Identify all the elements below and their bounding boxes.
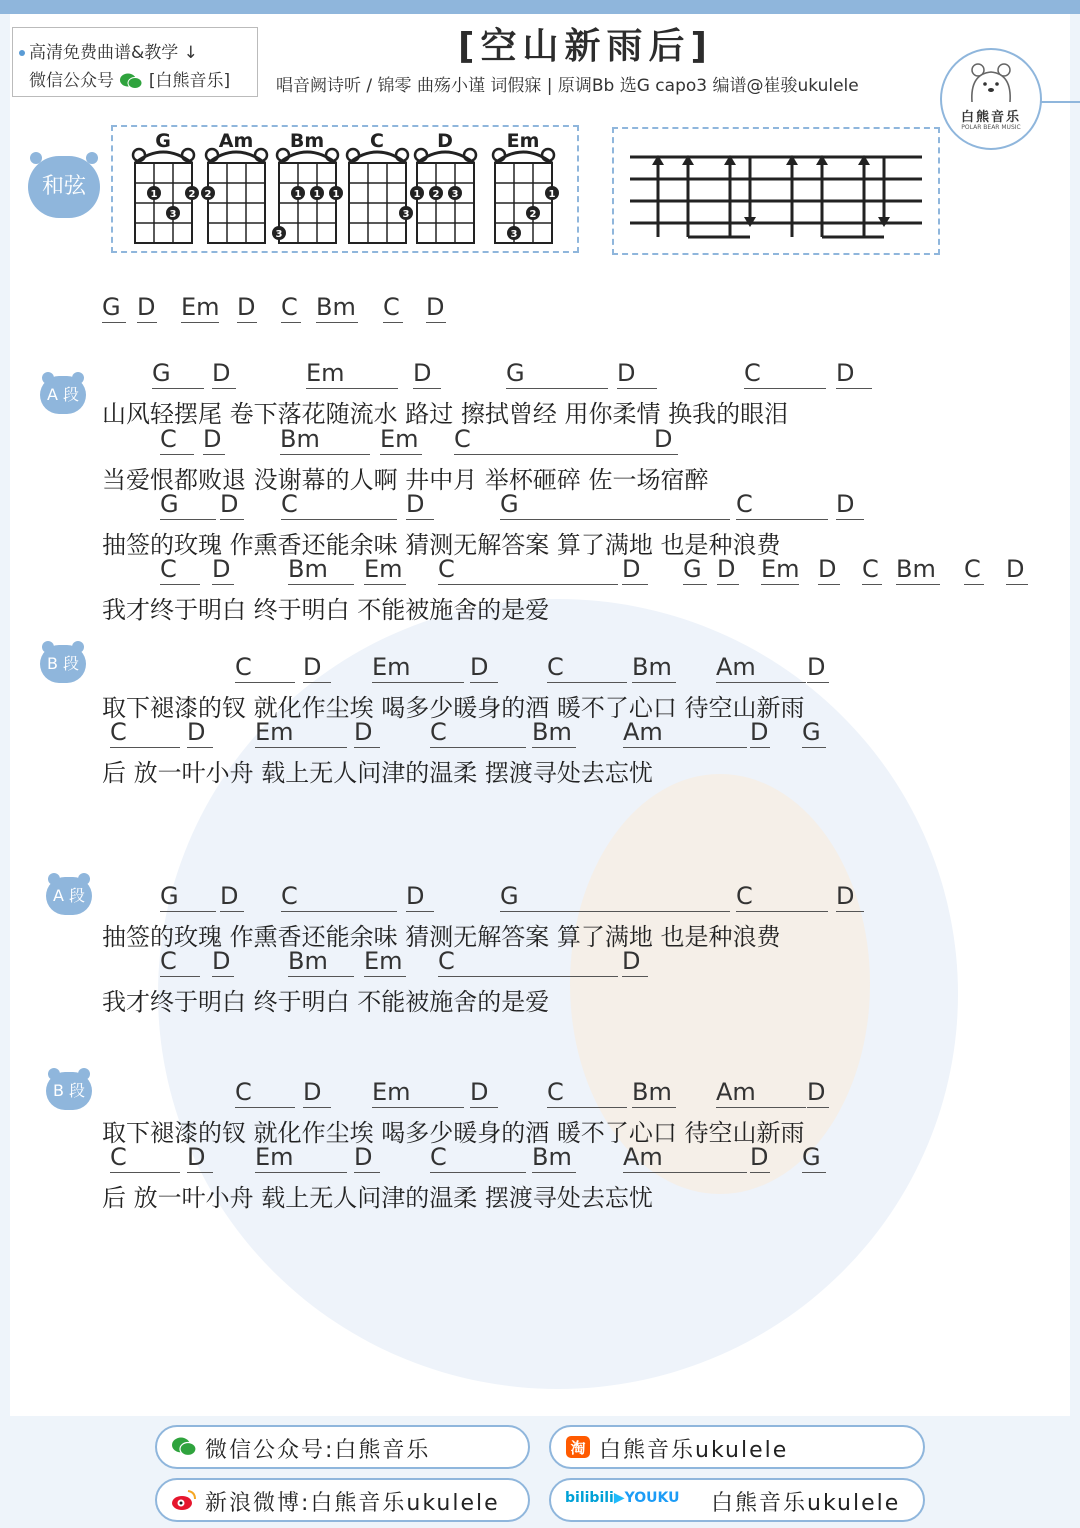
- bear-icon: [942, 50, 1040, 106]
- svg-text:3: 3: [275, 229, 283, 240]
- lyric-line: 抽签的玫瑰 作熏香还能余味 猜测无解答案 算了满地 也是种浪费: [102, 531, 781, 559]
- chord-label: G: [500, 491, 730, 520]
- chord-label: C: [438, 948, 618, 977]
- chord-label: Bm: [632, 1079, 676, 1108]
- wechat-icon: [171, 1435, 197, 1459]
- chord-label: D: [413, 360, 441, 389]
- chord-label: Am: [716, 1079, 806, 1108]
- chord-label: D: [717, 556, 739, 585]
- strum-down-arrow: [816, 155, 828, 237]
- chord-label: D: [187, 719, 213, 748]
- chord-label: Bm: [316, 294, 358, 323]
- chord-diagram: [272, 130, 343, 243]
- footer-video[interactable]: [549, 1478, 925, 1522]
- chord-label: D: [654, 426, 678, 455]
- down-arrow-icon: ↓: [183, 43, 198, 63]
- top-bar: [0, 0, 1080, 14]
- chord-label: C: [160, 556, 200, 585]
- chord-label: Em: [364, 556, 406, 585]
- svg-text:3: 3: [451, 189, 459, 200]
- chord-label: D: [622, 556, 648, 585]
- chord-label: G: [802, 1144, 826, 1173]
- footer-wechat-text: 微信公众号:白熊音乐: [205, 1438, 431, 1463]
- chord-label: Em: [255, 719, 347, 748]
- logo-line: [1040, 101, 1080, 103]
- promo-line1: 高清免费曲谱&教学: [29, 43, 179, 63]
- finger-dot: [399, 206, 413, 220]
- lyric-line: 山风轻摆尾 卷下落花随流水 路过 擦拭曾经 用你柔情 换我的眼泪: [102, 400, 789, 428]
- chord-name: Bm: [289, 130, 325, 152]
- section-badge: A 段: [40, 376, 86, 414]
- song-title: [空山新雨后]: [458, 26, 713, 67]
- chord-label: C: [160, 426, 194, 455]
- chord-label: C: [438, 556, 618, 585]
- bilibili-label: bilibili: [565, 1490, 614, 1506]
- chord-label: G: [500, 883, 730, 912]
- finger-dot: [185, 186, 199, 200]
- chord-label: C: [281, 294, 301, 323]
- chord-diagram: [347, 130, 413, 243]
- bilibili-youku-icon: [565, 1490, 680, 1506]
- finger-dot: [526, 206, 540, 220]
- chord-label: G: [160, 883, 216, 912]
- strum-down-arrow: [786, 155, 798, 237]
- footer-video-text: 白熊音乐ukulele: [711, 1491, 901, 1516]
- chord-diagram: [493, 130, 559, 243]
- youku-label: YOUKU: [624, 1490, 680, 1506]
- song-credits: 唱音阙诗听 / 锦零 曲殇小谨 词假寐 | 原调Bb 选G capo3 编谱@崔骏ukulele: [276, 76, 859, 96]
- chord-label: C: [736, 883, 828, 912]
- svg-text:1: 1: [413, 189, 421, 200]
- chord-label: D: [220, 883, 244, 912]
- svg-text:1: 1: [150, 189, 158, 200]
- strum-up-arrow: [878, 157, 890, 227]
- chord-label: G: [152, 360, 204, 389]
- svg-text:3: 3: [402, 209, 410, 220]
- finger-dot: [410, 186, 424, 200]
- svg-text:2: 2: [432, 189, 440, 200]
- chord-label: Bm: [532, 719, 576, 748]
- chord-label: G: [802, 719, 826, 748]
- chord-label: D: [1006, 556, 1028, 585]
- chord-label: C: [383, 294, 403, 323]
- finger-dot: [291, 186, 305, 200]
- svg-text:淘: 淘: [570, 1439, 586, 1457]
- footer-taobao[interactable]: [549, 1425, 925, 1469]
- chord-label: C: [547, 654, 627, 683]
- chord-label: C: [454, 426, 654, 455]
- chord-label: Am: [623, 1144, 747, 1173]
- footer-weibo[interactable]: [155, 1478, 530, 1522]
- chord-label: G: [506, 360, 608, 389]
- finger-dot: [166, 206, 180, 220]
- chord-diagram-box: [111, 125, 579, 253]
- chord-name: Em: [506, 130, 540, 152]
- chord-label: C: [160, 948, 200, 977]
- svg-text:2: 2: [204, 189, 212, 200]
- finger-dot: [545, 186, 559, 200]
- chord-label: D: [406, 883, 434, 912]
- lyric-line: 后 放一叶小舟 载上无人问津的温柔 摆渡寻处去忘忧: [102, 759, 653, 787]
- footer-weibo-text: 新浪微博:白熊音乐ukulele: [205, 1491, 500, 1516]
- chord-label: D: [836, 360, 872, 389]
- chord-label: D: [237, 293, 256, 321]
- chord-label: D: [807, 654, 829, 683]
- chord-label: D: [470, 654, 498, 683]
- chord-label: D: [406, 491, 434, 520]
- chord-label: D: [617, 360, 657, 389]
- strum-pattern: [614, 129, 938, 253]
- svg-text:2: 2: [188, 189, 196, 200]
- chord-label: C: [235, 1079, 295, 1108]
- chord-label: D: [203, 426, 225, 455]
- finger-dot: [310, 186, 324, 200]
- finger-dot: [272, 226, 286, 240]
- chord-label: Em: [372, 654, 464, 683]
- promo-line2: 微信公众号: [29, 71, 114, 91]
- lyric-line: 我才终于明白 终于明白 不能被施舍的是爱: [102, 596, 550, 624]
- chord-label: D: [212, 948, 234, 977]
- chord-label: D: [137, 293, 156, 321]
- strum-up-arrow: [744, 157, 756, 227]
- section-badge: B 段: [40, 645, 86, 683]
- chord-label: C: [235, 654, 295, 683]
- chord-label: D: [807, 1079, 829, 1108]
- chord-name: C: [370, 130, 384, 152]
- chord-label: D: [303, 654, 331, 683]
- chord-label: C: [547, 1079, 627, 1108]
- chord-label: C: [110, 719, 180, 748]
- chord-label: Bm: [632, 654, 676, 683]
- chord-label: C: [744, 360, 826, 389]
- chord-label: D: [187, 1144, 213, 1173]
- chord-label: D: [212, 556, 234, 585]
- chord-name: G: [155, 130, 171, 152]
- chord-name: Am: [218, 130, 254, 152]
- chord-label: Em: [181, 293, 220, 321]
- chord-label: C: [862, 556, 882, 585]
- chord-label: G: [683, 556, 707, 585]
- bullet-icon: [19, 50, 25, 56]
- promo-brand: [白熊音乐]: [148, 71, 231, 91]
- svg-text:1: 1: [294, 189, 302, 200]
- lyric-line: 我才终于明白 终于明白 不能被施舍的是爱: [102, 988, 550, 1016]
- chord-label: D: [303, 1079, 331, 1108]
- chord-label: D: [426, 293, 445, 321]
- lyric-line: 取下褪漆的钗 就化作尘埃 喝多少暖身的酒 暖不了心口 待空山新雨: [102, 694, 805, 722]
- chord-label: D: [212, 360, 236, 389]
- play-icon: ▶: [613, 1490, 625, 1506]
- chord-name: D: [437, 130, 453, 152]
- chord-label: Em: [306, 360, 398, 389]
- weibo-icon: [171, 1488, 197, 1512]
- chord-label: G: [160, 491, 216, 520]
- chord-label: C: [736, 491, 828, 520]
- chord-label: Am: [623, 719, 747, 748]
- chord-label: D: [818, 556, 840, 585]
- strum-down-arrow: [724, 155, 736, 237]
- chord-label: Em: [761, 555, 800, 583]
- chord-label: Bm: [280, 426, 370, 455]
- finger-dot: [429, 186, 443, 200]
- svg-text:1: 1: [313, 189, 321, 200]
- logo-name-en: POLAR BEAR MUSIC: [961, 124, 1021, 131]
- chord-label: G: [102, 294, 126, 323]
- chord-label: Em: [364, 948, 406, 977]
- chord-label: D: [220, 491, 244, 520]
- wechat-icon: [119, 72, 143, 90]
- polar-bear-logo: [940, 48, 1042, 150]
- chord-diagram: [201, 130, 267, 243]
- strum-pattern-box: [612, 127, 940, 255]
- chord-diagram: [133, 130, 199, 243]
- chord-label: D: [836, 491, 864, 520]
- finger-dot: [329, 186, 343, 200]
- section-badge: B 段: [46, 1072, 92, 1110]
- chord-label: Em: [372, 1079, 464, 1108]
- lyric-line: 取下褪漆的钗 就化作尘埃 喝多少暖身的酒 暖不了心口 待空山新雨: [102, 1119, 805, 1147]
- chord-label: C: [281, 883, 397, 912]
- svg-text:1: 1: [332, 189, 340, 200]
- strum-down-arrow: [682, 155, 694, 237]
- chord-label: D: [750, 1143, 769, 1171]
- chord-label: Am: [716, 654, 806, 683]
- chord-label: Bm: [896, 556, 940, 585]
- chord-label: Bm: [532, 1144, 576, 1173]
- chord-label: D: [470, 1079, 498, 1108]
- lyric-line: 抽签的玫瑰 作熏香还能余味 猜测无解答案 算了满地 也是种浪费: [102, 923, 781, 951]
- finger-dot: [201, 186, 215, 200]
- finger-dot: [448, 186, 462, 200]
- chord-label: D: [354, 1144, 380, 1173]
- chord-label: D: [354, 719, 380, 748]
- chord-label: C: [430, 719, 526, 748]
- section-badge: A 段: [46, 877, 92, 915]
- footer-taobao-text: 白熊音乐ukulele: [599, 1438, 789, 1463]
- taobao-icon: [565, 1435, 591, 1459]
- chord-label: C: [430, 1144, 526, 1173]
- svg-text:3: 3: [169, 209, 177, 220]
- lyric-line: 后 放一叶小舟 载上无人问津的温柔 摆渡寻处去忘忧: [102, 1184, 653, 1212]
- finger-dot: [147, 186, 161, 200]
- chord-label: C: [281, 491, 397, 520]
- svg-text:2: 2: [529, 209, 537, 220]
- chord-label: D: [622, 948, 648, 977]
- footer-wechat[interactable]: [155, 1425, 530, 1469]
- chord-label: Bm: [288, 556, 354, 585]
- finger-dot: [507, 226, 521, 240]
- chord-label: C: [110, 1144, 180, 1173]
- strum-down-arrow: [652, 155, 664, 237]
- logo-name: 白熊音乐: [960, 110, 1021, 125]
- strum-down-arrow: [858, 155, 870, 237]
- chord-label: Em: [255, 1144, 347, 1173]
- lyric-line: 当爱恨都败退 没谢幕的人啊 井中月 举杯砸碎 佐一场宿醉: [102, 466, 709, 494]
- svg-text:1: 1: [548, 189, 556, 200]
- chord-diagrams: [113, 127, 577, 251]
- chord-label: D: [836, 883, 864, 912]
- chord-diagram: [410, 130, 476, 243]
- chord-label: Bm: [288, 948, 354, 977]
- promo-box: [12, 27, 258, 97]
- svg-text:3: 3: [510, 229, 518, 240]
- chord-section-badge: 和弦: [28, 156, 100, 218]
- chord-label: C: [964, 556, 984, 585]
- chord-label: D: [750, 718, 769, 746]
- chord-label: Em: [380, 426, 422, 455]
